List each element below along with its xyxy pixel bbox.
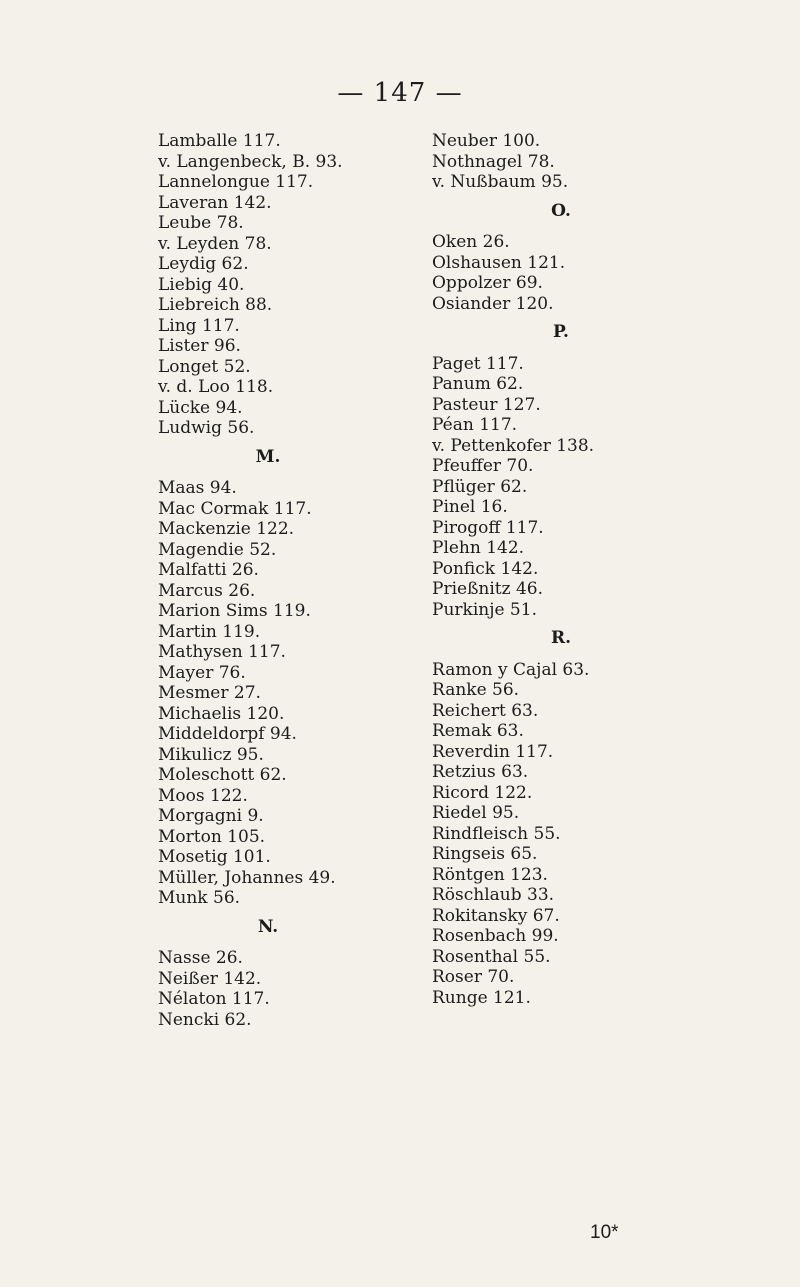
index-entry: Lücke 94. [158, 397, 243, 418]
index-entry: Nélaton 117. [158, 989, 270, 1009]
index-entry: Morgagni 9. [158, 806, 264, 826]
index-entry: Roser 70. [432, 967, 515, 987]
index-entry: Purkinje 51. [432, 599, 537, 620]
index-entry: Ricord 122. [432, 782, 533, 803]
index-entry: v. Nußbaum 95. [432, 172, 569, 192]
index-entry: Retzius 63. [432, 762, 529, 782]
index-entry: Laveran 142. [158, 192, 272, 213]
index-entry: Ling 117. [158, 315, 240, 336]
index-entry: Lister 96. [158, 336, 241, 356]
index-entry: Plehn 142. [432, 538, 525, 558]
index-entry: Mosetig 101. [158, 847, 271, 867]
section-n-continued [432, 131, 672, 193]
index-column-right [432, 131, 672, 1008]
index-entry: Ringseis 65. [432, 844, 538, 864]
index-entry: Reverdin 117. [432, 741, 554, 762]
section-o [432, 232, 672, 314]
section-r [432, 660, 672, 1009]
index-entry: Runge 121. [432, 987, 531, 1008]
section-heading-r: R. [550, 628, 572, 648]
index-entry: Michaelis 120. [158, 703, 285, 724]
index-entry: Nothnagel 78. [432, 151, 555, 172]
index-entry: Pinel 16. [432, 497, 508, 517]
index-entry: Liebreich 88. [158, 295, 273, 315]
index-entry: Marion Sims 119. [158, 601, 311, 621]
page-number: — 147 — [337, 78, 463, 108]
index-entry: Moleschott 62. [158, 765, 287, 785]
index-entry: Riedel 95. [432, 803, 520, 823]
index-entry: Ludwig 56. [158, 418, 255, 438]
index-entry: Ramon y Cajal 63. [432, 659, 590, 680]
index-entry: Remak 63. [432, 721, 524, 741]
section-heading-o: O. [551, 200, 571, 221]
index-entry: Longet 52. [158, 356, 251, 377]
index-entry: Leube 78. [158, 213, 244, 233]
index-entry: Osiander 120. [432, 293, 554, 314]
section-heading-n: N. [257, 916, 279, 937]
section-heading-p: P. [553, 322, 569, 342]
index-entry: Lannelongue 117. [158, 172, 314, 192]
index-entry: Magendie 52. [158, 539, 277, 560]
index-entry: Röntgen 123. [432, 864, 548, 885]
index-entry: Oken 26. [432, 232, 510, 252]
index-entry: Nencki 62. [158, 1009, 252, 1030]
index-entry: Panum 62. [432, 374, 524, 394]
index-entry: Neißer 142. [158, 968, 262, 989]
index-entry: Lamballe 117. [158, 131, 281, 151]
index-entry: Morton 105. [158, 826, 266, 847]
index-entry: v. d. Loo 118. [158, 377, 274, 397]
index-entry: Pirogoff 117. [432, 517, 544, 538]
index-entry: Mac Cormak 117. [158, 498, 312, 519]
index-entry: Prießnitz 46. [432, 579, 544, 599]
index-entry: Mikulicz 95. [158, 744, 264, 765]
index-entry: Neuber 100. [432, 131, 541, 151]
index-entry: Marcus 26. [158, 580, 256, 601]
index-entry: Péan 117. [432, 415, 518, 435]
index-entry: Paget 117. [432, 353, 524, 374]
index-entry: Ranke 56. [432, 680, 520, 700]
index-entry: Pflüger 62. [432, 476, 528, 497]
index-entry: Middeldorpf 94. [158, 724, 297, 744]
index-entry: Reichert 63. [432, 700, 539, 721]
index-entry: v. Leyden 78. [158, 233, 272, 254]
index-entry: Müller, Johannes 49. [158, 867, 336, 888]
index-entry: Mesmer 27. [158, 683, 261, 703]
index-entry: Munk 56. [158, 888, 241, 908]
section-m [158, 478, 388, 909]
index-entry: Röschlaub 33. [432, 885, 555, 905]
index-entry: Martin 119. [158, 621, 261, 642]
index-entry: Maas 94. [158, 478, 237, 498]
index-entry: Rokitansky 67. [432, 905, 560, 926]
section-l [158, 131, 388, 439]
index-entry: Rindfleisch 55. [432, 823, 561, 844]
index-entry: Ponfick 142. [432, 558, 539, 579]
index-entry: Moos 122. [158, 785, 248, 806]
index-entry: Mathysen 117. [158, 642, 286, 662]
section-n [158, 948, 388, 1030]
index-entry: v. Pettenkofer 138. [432, 435, 595, 456]
index-entry: Leydig 62. [158, 254, 249, 274]
index-entry: Pasteur 127. [432, 394, 541, 415]
index-entry: Olshausen 121. [432, 252, 566, 273]
section-p [432, 354, 672, 621]
index-entry: Rosenbach 99. [432, 926, 559, 946]
index-entry: Mayer 76. [158, 662, 246, 683]
index-entry: Mackenzie 122. [158, 519, 295, 539]
index-entry: Pfeuffer 70. [432, 456, 534, 476]
index-entry: Malfatti 26. [158, 560, 259, 580]
section-heading-m: M. [255, 446, 281, 467]
index-entry: Rosenthal 55. [432, 946, 551, 967]
printer-signature: 10* [590, 1222, 619, 1243]
index-column-left [158, 131, 388, 1030]
index-entry: Nasse 26. [158, 948, 243, 968]
index-entry: Oppolzer 69. [432, 273, 543, 293]
index-entry: v. Langenbeck, B. 93. [158, 151, 343, 172]
index-entry: Liebig 40. [158, 274, 245, 295]
